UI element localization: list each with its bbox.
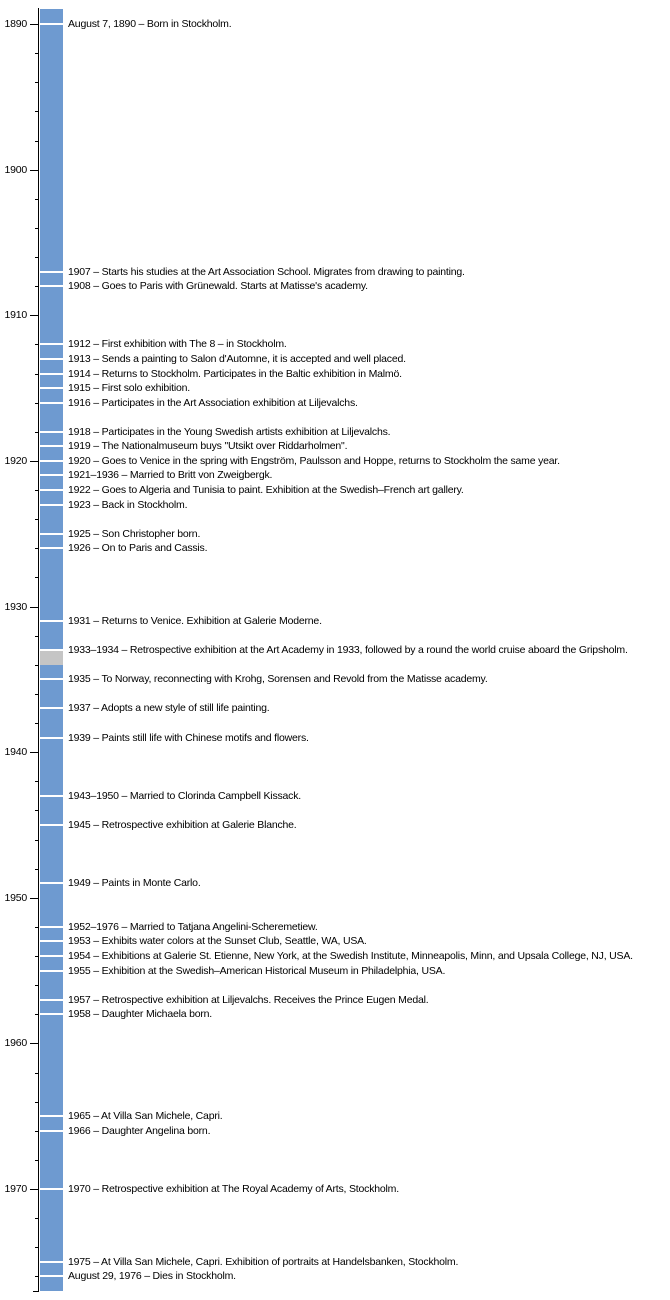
minor-tick	[35, 985, 39, 986]
timeline-event-label: 1945 – Retrospective exhibition at Galerie Blanche.	[68, 818, 297, 831]
timeline-event-label: 1949 – Paints in Monte Carlo.	[68, 877, 201, 890]
event-separator-line	[40, 474, 63, 476]
event-separator-line	[40, 678, 63, 680]
timeline-event-label: 1935 – To Norway, reconnecting with Krohg, Sorensen and Revold from the Matisse academy.	[68, 673, 488, 686]
axis-line	[38, 8, 39, 1292]
event-separator-line	[40, 649, 63, 651]
minor-tick	[35, 1160, 39, 1161]
timeline-event-label: 1939 – Paints still life with Chinese motifs and flowers.	[68, 731, 309, 744]
event-separator-line	[40, 504, 63, 506]
timeline-event-label: 1922 – Goes to Algeria and Tunisia to paint. Exhibition at the Swedish–French art gallery.	[68, 484, 464, 496]
timeline-event-label: 1943–1950 – Married to Clorinda Campbell Kissack.	[68, 789, 301, 802]
event-separator-line	[40, 547, 63, 549]
event-separator-line	[40, 882, 63, 884]
minor-tick	[35, 519, 39, 520]
minor-tick	[35, 1102, 39, 1103]
timeline-event-label: August 7, 1890 – Born in Stockholm.	[68, 18, 232, 30]
timeline-event-label: 1923 – Back in Stockholm.	[68, 498, 188, 511]
timeline-event-label: 1908 – Goes to Paris with Grünewald. Starts at Matisse's academy.	[68, 280, 368, 293]
minor-tick	[35, 1247, 39, 1248]
minor-tick	[35, 636, 39, 637]
timeline-event-label: 1919 – The Nationalmuseum buys "Utsikt over Riddarholmen".	[68, 440, 348, 453]
event-separator-line	[40, 387, 63, 389]
event-separator-line	[40, 358, 63, 360]
timeline-event-label: 1933–1934 – Retrospective exhibition at the Art Academy in 1933, followed by a round the world cruise aboard the Gripsholm.	[68, 644, 628, 657]
minor-tick	[35, 810, 39, 811]
minor-tick	[35, 577, 39, 578]
timeline-event-label: 1920 – Goes to Venice in the spring with Engström, Paulsson and Hoppe, returns to Stockholm the same year.	[68, 454, 560, 467]
event-separator-line	[40, 1130, 63, 1132]
event-separator-line	[40, 402, 63, 404]
timeline-event-label: 1965 – At Villa San Michele, Capri.	[68, 1110, 223, 1123]
event-separator-line	[40, 707, 63, 709]
major-tick	[30, 461, 39, 462]
timeline-event-label: 1931 – Returns to Venice. Exhibition at Galerie Moderne.	[68, 615, 322, 628]
major-tick	[30, 1043, 39, 1044]
major-tick	[30, 24, 39, 25]
event-separator-line	[40, 1275, 63, 1277]
minor-tick	[35, 432, 39, 433]
timeline-event-label: 1925 – Son Christopher born.	[68, 527, 201, 540]
minor-tick	[35, 1218, 39, 1219]
timeline-event-label: 1952–1976 – Married to Tatjana Angelini-Scheremetiew.	[68, 920, 318, 933]
minor-tick	[35, 956, 39, 957]
event-separator-line	[40, 1188, 63, 1190]
timeline-event-label: 1937 – Adopts a new style of still life painting.	[68, 702, 270, 715]
minor-tick	[35, 1014, 39, 1015]
timeline-event-label: 1918 – Participates in the Young Swedish artists exhibition at Liljevalchs.	[68, 425, 391, 438]
event-separator-line	[40, 955, 63, 957]
timeline-event-label: 1915 – First solo exhibition.	[68, 382, 191, 395]
event-separator-line	[40, 999, 63, 1001]
minor-tick	[35, 927, 39, 928]
event-separator-line	[40, 373, 63, 375]
axis-year-label: 1920	[4, 455, 27, 467]
minor-tick	[35, 199, 39, 200]
timeline-event-label: 1926 – On to Paris and Cassis.	[68, 542, 208, 555]
axis-year-label: 1970	[4, 1183, 27, 1195]
event-separator-line	[40, 271, 63, 273]
minor-tick	[35, 257, 39, 258]
minor-tick	[35, 694, 39, 695]
major-tick	[30, 170, 39, 171]
minor-tick	[35, 1073, 39, 1074]
event-separator-line	[40, 445, 63, 447]
minor-tick	[35, 1131, 39, 1132]
timeline-event-label: 1958 – Daughter Michaela born.	[68, 1008, 213, 1021]
minor-tick	[35, 490, 39, 491]
event-separator-line	[40, 940, 63, 942]
axis-end-tick	[33, 1291, 39, 1292]
minor-tick	[35, 286, 39, 287]
event-separator-line	[40, 926, 63, 928]
minor-tick	[35, 82, 39, 83]
timeline-event-label: 1912 – First exhibition with The 8 – in Stockholm.	[68, 338, 287, 351]
minor-tick	[35, 548, 39, 549]
timeline-event-label: August 29, 1976 – Dies in Stockholm.	[68, 1270, 236, 1283]
timeline-event-label: 1954 – Exhibitions at Galerie St. Etienne, New York, at the Swedish Institute, Minneapolis, Minn, and Upsala College, NJ, USA.	[68, 950, 633, 962]
event-separator-line	[40, 431, 63, 433]
event-separator-line	[40, 343, 63, 345]
axis-year-label: 1890	[4, 18, 27, 30]
minor-tick	[35, 403, 39, 404]
event-separator-line	[40, 23, 63, 25]
minor-tick	[35, 53, 39, 54]
timeline-event-label: 1953 – Exhibits water colors at the Sunset Club, Seattle, WA, USA.	[68, 935, 367, 948]
timeline-event-label: 1907 – Starts his studies at the Art Association School. Migrates from drawing to painting.	[68, 265, 465, 278]
minor-tick	[35, 374, 39, 375]
minor-tick	[35, 228, 39, 229]
timeline-event-label: 1913 – Sends a painting to Salon d'Automne, it is accepted and well placed.	[68, 352, 406, 365]
minor-tick	[35, 723, 39, 724]
timeline-event-label: 1970 – Retrospective exhibition at The Royal Academy of Arts, Stockholm.	[68, 1183, 399, 1195]
event-separator-line	[40, 970, 63, 972]
minor-tick	[35, 111, 39, 112]
axis-year-label: 1940	[4, 746, 27, 758]
major-tick	[30, 752, 39, 753]
event-separator-line	[40, 1115, 63, 1117]
minor-tick	[35, 869, 39, 870]
event-separator-line	[40, 737, 63, 739]
minor-tick	[35, 781, 39, 782]
axis-year-label: 1960	[4, 1037, 27, 1049]
axis-year-label: 1900	[4, 164, 27, 176]
event-separator-line	[40, 533, 63, 535]
major-tick	[30, 607, 39, 608]
event-separator-line	[40, 460, 63, 462]
event-separator-line	[40, 795, 63, 797]
timeline-event-label: 1921–1936 – Married to Britt von Zweigbergk.	[68, 469, 273, 482]
event-separator-line	[40, 824, 63, 826]
axis-year-label: 1950	[4, 892, 27, 904]
major-tick	[30, 315, 39, 316]
timeline-event-label: 1955 – Exhibition at the Swedish–American Historical Museum in Philadelphia, USA.	[68, 964, 446, 977]
event-separator-line	[40, 285, 63, 287]
minor-tick	[35, 344, 39, 345]
event-separator-line	[40, 620, 63, 622]
timeline-event-label: 1957 – Retrospective exhibition at Liljevalchs. Receives the Prince Eugen Medal.	[68, 993, 429, 1006]
minor-tick	[35, 1276, 39, 1277]
timeline-event-label: 1916 – Participates in the Art Association exhibition at Liljevalchs.	[68, 396, 358, 409]
event-separator-line	[40, 1013, 63, 1015]
major-tick	[30, 898, 39, 899]
minor-tick	[35, 141, 39, 142]
event-separator-line	[40, 489, 63, 491]
axis-year-label: 1910	[4, 309, 27, 321]
minor-tick	[35, 840, 39, 841]
minor-tick	[35, 665, 39, 666]
timeline-event-label: 1975 – At Villa San Michele, Capri. Exhibition of portraits at Handelsbanken, Stockholm.	[68, 1255, 459, 1268]
major-tick	[30, 1189, 39, 1190]
event-separator-line	[40, 1261, 63, 1263]
axis-year-label: 1930	[4, 601, 27, 613]
timeline-event-label: 1966 – Daughter Angelina born.	[68, 1124, 211, 1137]
highlight-period-1933-1934	[40, 651, 63, 665]
timeline-event-label: 1914 – Returns to Stockholm. Participates in the Baltic exhibition in Malmö.	[68, 367, 402, 380]
